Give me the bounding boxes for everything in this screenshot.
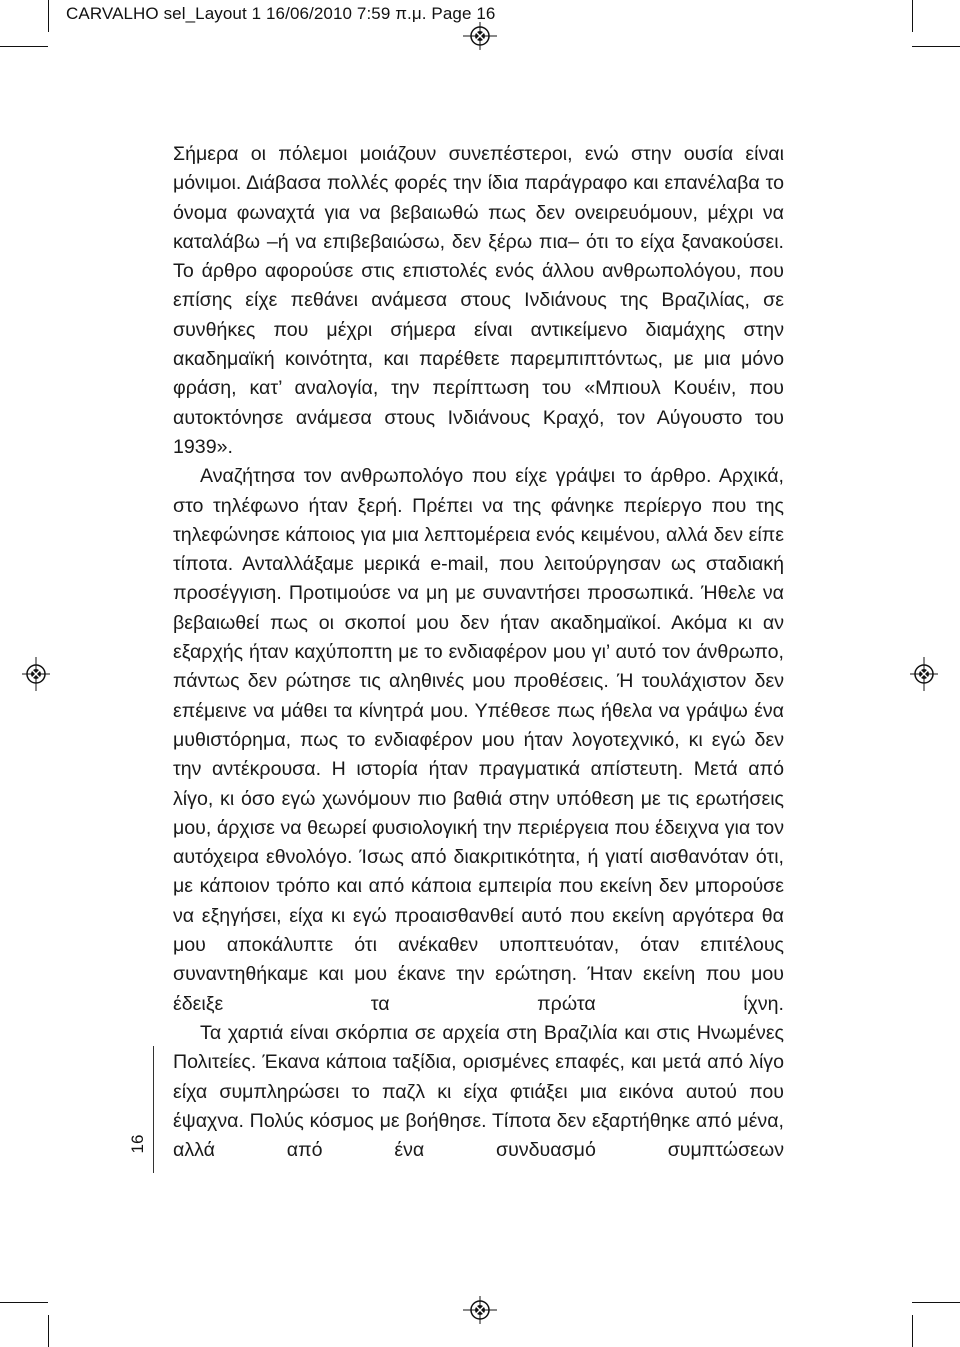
page-number: 16 [128, 1134, 147, 1154]
registration-mark-bottom-icon [463, 1296, 497, 1324]
registration-mark-left-icon [22, 657, 50, 691]
registration-mark-top-icon [463, 22, 497, 50]
body-text [173, 140, 784, 1165]
folio-rule [153, 1046, 154, 1173]
registration-mark-right-icon [910, 657, 938, 691]
paragraph-1: Σήμερα οι πόλεμοι μοιάζουν συνεπέστεροι, ενώ στην ουσία είναι μόνιμοι. Διάβασα πολλές φορές την ίδια παράγραφο και επανέλαβα το όνομα φωναχτά για να βεβαιωθώ πως δεν ονειρευόμουν, μέχρι να καταλάβω –ή να επιβεβαιώσω, δεν ξέρω πια– ότι το είχα ξανακούσει. Το άρθρο αφορούσε στις επιστολές ενός άλλου ανθρωπολόγου, που επίσης είχε πεθάνει ανάμεσα στους Ινδιάνους της Βραζιλίας, σε συνθήκες που μέχρι σήμερα είναι αντικείμενο διαμάχης στην ακαδημαϊκή κοινότητα, και παρέθετε παρεμπιπτόντως, με μια μόνο φράση, κατ’ αναλογία, την περίπτωση του «Μπιουλ Κουέιν, που αυτοκτόνησε ανάμεσα στους Ινδιάνους Κραχό, τον Αύγουστο του 1939». [173, 143, 784, 458]
paragraph-3: Τα χαρτιά είναι σκόρπια σε αρχεία στη Βραζιλία και στις Ηνωμένες Πολιτείες. Έκανα κάποια ταξίδια, ορισμένες επαφές, και μετά από λίγο είχα συμπληρώσει το παζλ κι είχα φτιάξει μια εικόνα αυτού που έψαχνα. Πολύς κόσμος με βοήθησε. Τίποτα δεν εξαρτήθηκε από μένα, αλλά από ένα συνδυασμό συμπτώσεων [173, 1021, 784, 1162]
print-slug: CARVALHO sel_Layout 1 16/06/2010 7:59 π.μ. Page 16 [66, 4, 496, 23]
paragraph-2: Αναζήτησα τον ανθρωπολόγο που είχε γράψει το άρθρο. Αρχικά, στο τηλέφωνο ήταν ξερή. Πρέπει να της φάνηκε περίεργο που της τηλεφώνησε κάποιος για μια λεπτομέρεια ενός κειμένου, αλλά δεν είπε τίποτα. Ανταλλάξαμε μερικά e-mail, που λειτούργησαν ως σταδιακή προσέγγιση. Προτιμούσε να μη με συναντήσει προσωπικά. Ήθελε να βεβαιωθεί πως οι σκοποί μου δεν ήταν ακαδημαϊκοί. Ακόμα κι αν εξαρχής ήταν καχύποπτη με το ενδιαφέρον μου γι’ αυτό τον άνθρωπο, πάντως δεν ρώτησε τις αληθινές μου προθέσεις. Ή τουλάχιστον δεν επέμεινε να μάθει τα κίνητρά μου. Υπέθεσε πως ήθελα να γράψω ένα μυθιστόρημα, πως το ενδιαφέρον μου ήταν λογοτεχνικό, κι εγώ δεν την αντέκρουσα. Η ιστορία ήταν πραγματικά απίστευτη. Μετά από λίγο, κι όσο εγώ χωνόμουν πιο βαθιά στην υπόθεση με τις ερωτήσεις μου, άρχισε να θεωρεί φυσιολογική την περιέργεια που έδειχνα για τον αυτόχειρα εθνολόγο. Ίσως από διακριτικότητα, ή γιατί αισθανόταν ότι, με κάποιον τρόπο και από κάποια εμπειρία που εκείνη δεν μπορούσε να εξηγήσει, είχα κι εγώ προαισθανθεί αυτό που εκείνη αργότερα θα μου αποκάλυπτε ότι ανέκαθεν υποπτευόταν, όταν επιτέλους συναντηθήκαμε και μου έκανε την ερώτηση. Ήταν εκείνη που μου έδειξε τα πρώτα ίχνη. [173, 465, 784, 1015]
